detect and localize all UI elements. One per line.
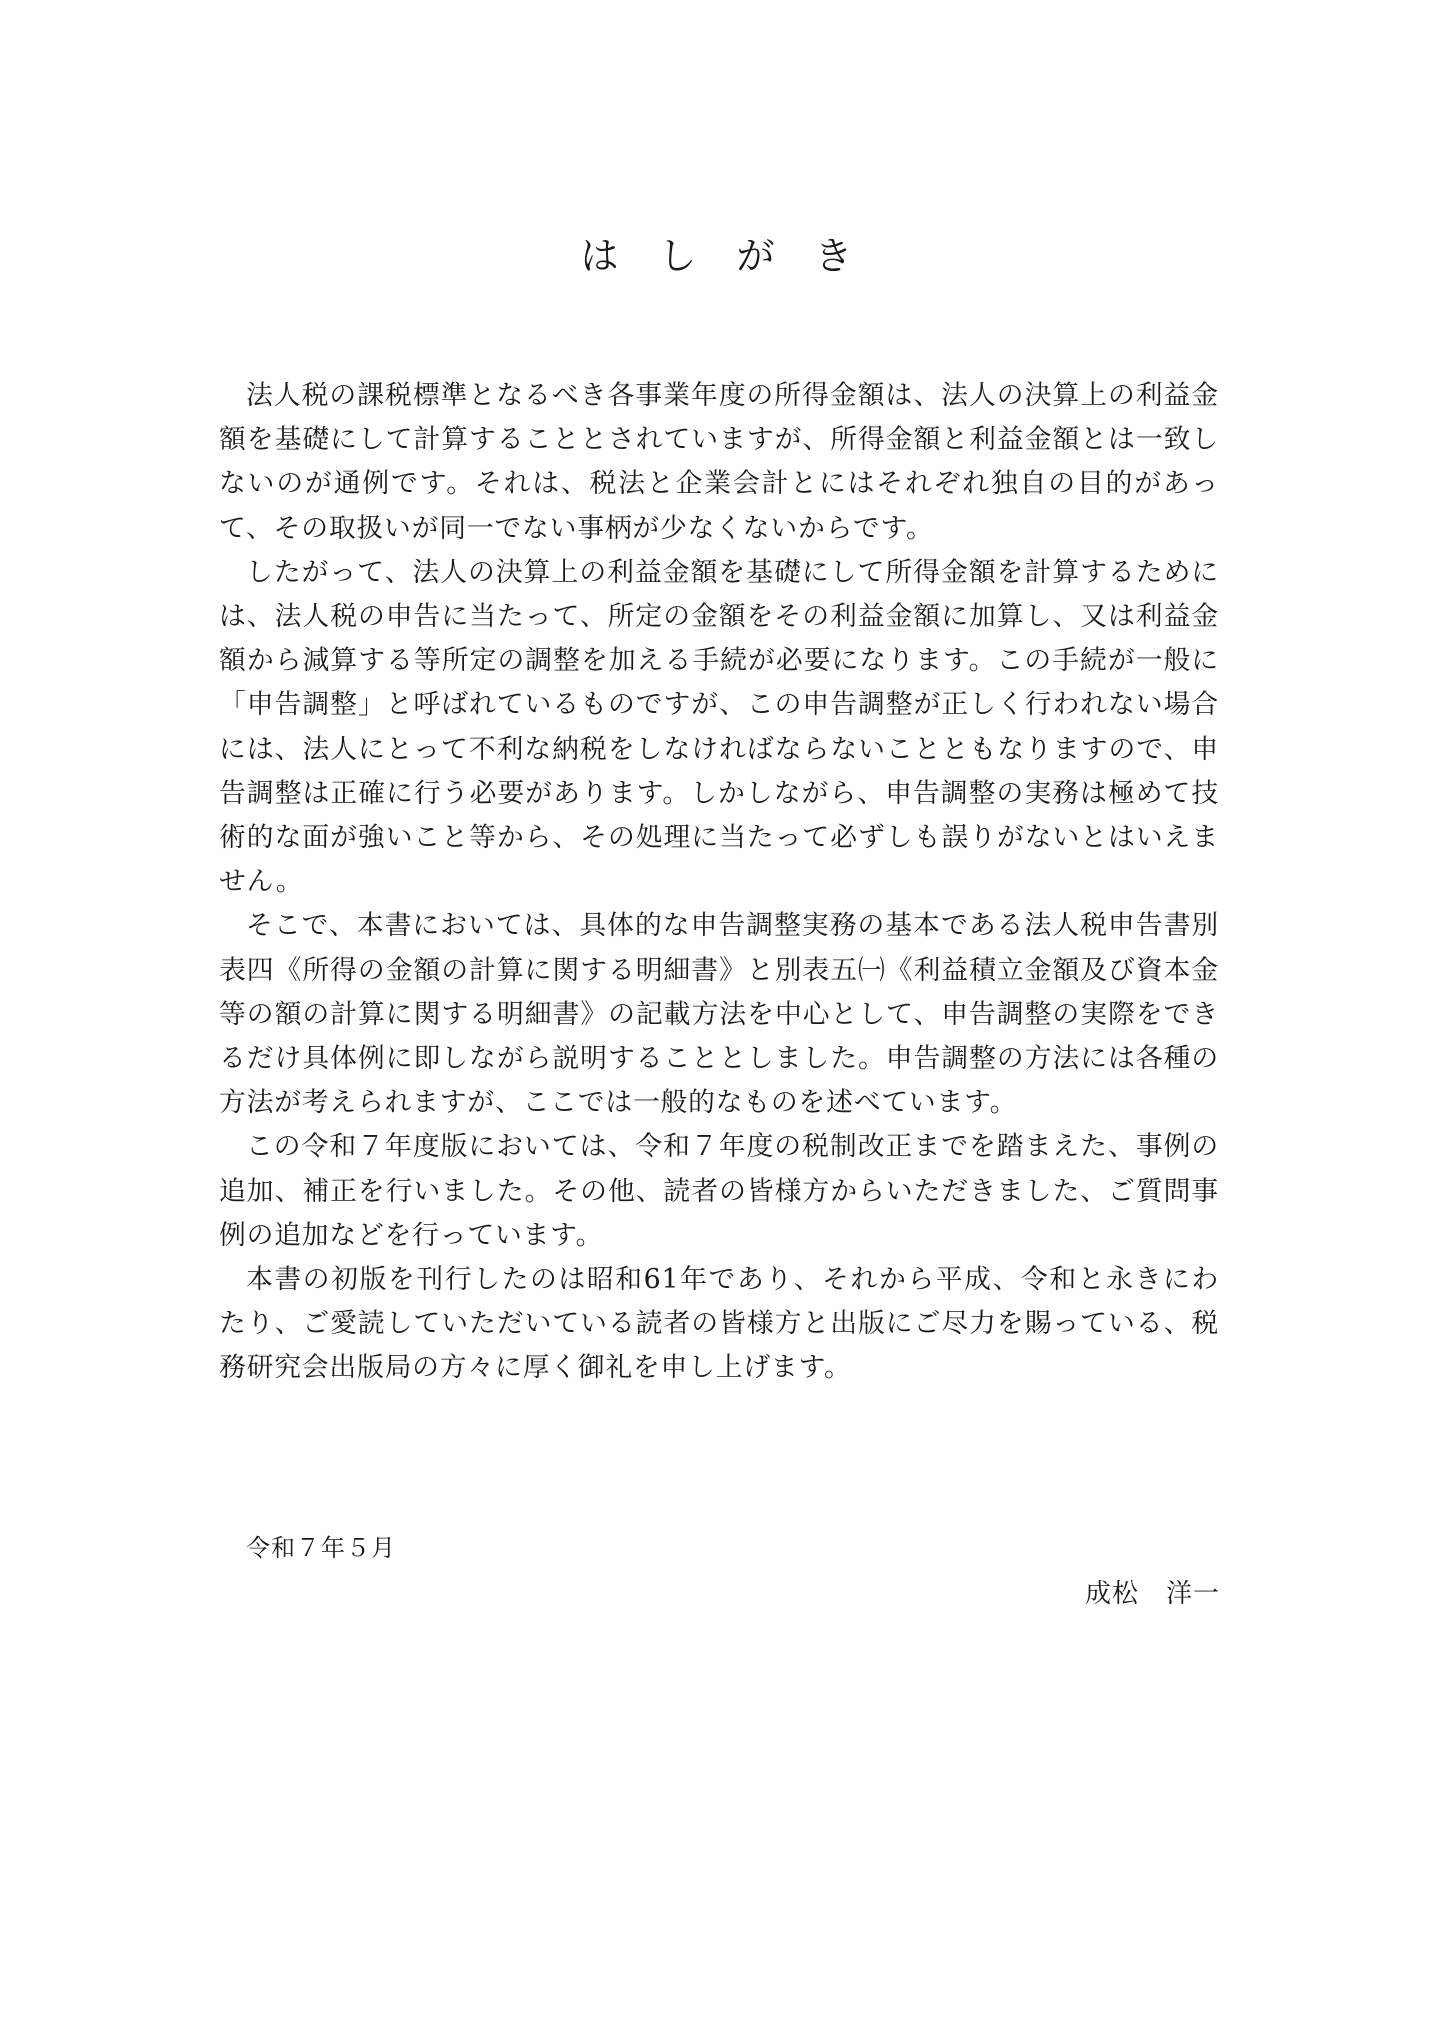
preface-body: [219, 374, 1219, 1391]
date-line: 令和７年５月: [246, 1534, 396, 1562]
paragraph: この令和７年度版においては、令和７年度の税制改正までを踏まえた、事例の追加、補正を行いました。その他、読者の皆様方からいただきました、ご質問事例の追加などを行っています。: [219, 1131, 1219, 1251]
paragraph: 法人税の課税標準となるべき各事業年度の所得金額は、法人の決算上の利益金額を基礎にして計算することとされていますが、所得金額と利益金額とは一致しないのが通例です。それは、税法と企業会計とにはそれぞれ独自の目的があって、その取扱いが同一でない事柄が少なくないからです。: [219, 380, 1219, 544]
paragraph: そこで、本書においては、具体的な申告調整実務の基本である法人税申告書別表四《所得の金額の計算に関する明細書》と別表五㈠《利益積立金額及び資本金等の額の計算に関する明細書》の記載方法を中心として、申告調整の実際をできるだけ具体例に即しながら説明することとしました。申告調整の方法には各種の方法が考えられますが、ここでは一般的なものを述べています。: [219, 910, 1219, 1119]
page-title: はしがき: [580, 234, 893, 278]
paragraph: 本書の初版を刊行したのは昭和61年であり、それから平成、令和と永きにわたり、ご愛読していただいている読者の皆様方と出版にご尽力を賜っている、税務研究会出版局の方々に厚く御礼を申し上げます。: [219, 1264, 1219, 1384]
paragraph: したがって、法人の決算上の利益金額を基礎にして所得金額を計算するためには、法人税の申告に当たって、所定の金額をその利益金額に加算し、又は利益金額から減算する等所定の調整を加える手続が必要になります。この手続が一般に「申告調整」と呼ばれているものですが、この申告調整が正しく行われない場合には、法人にとって不利な納税をしなければならないことともなりますので、申告調整は正確に行う必要があります。しかしながら、申告調整の実務は極めて技術的な面が強いこと等から、その処理に当たって必ずしも誤りがないとはいえません。: [219, 556, 1219, 898]
author-name: 成松 洋一: [1084, 1579, 1220, 1609]
